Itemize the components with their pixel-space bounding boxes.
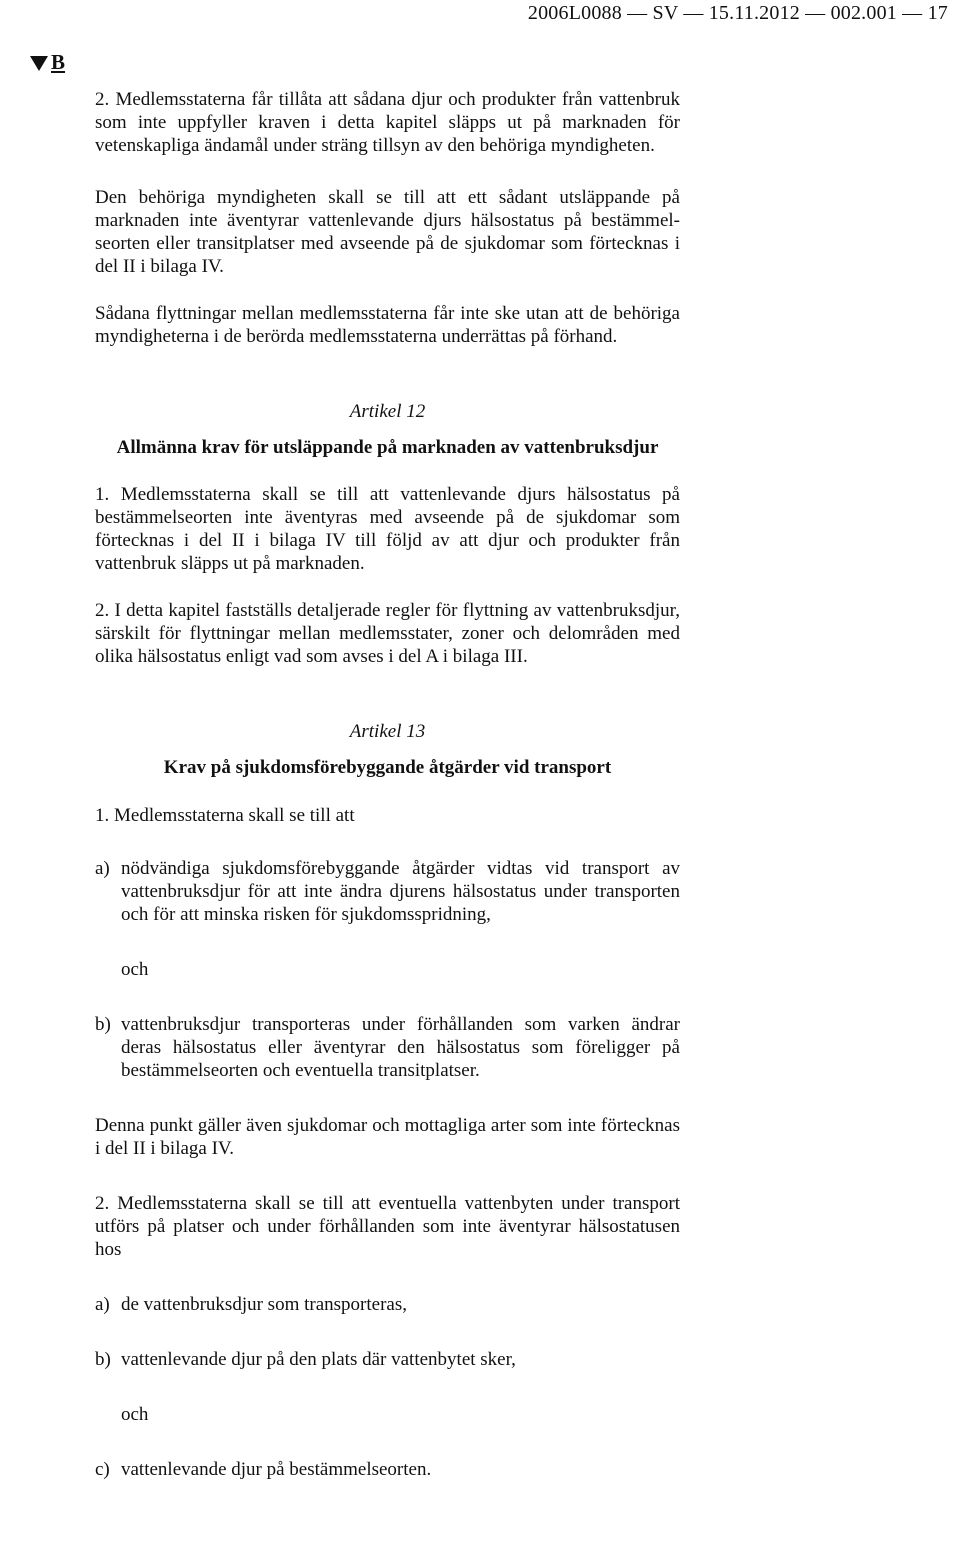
list-item-text: vattenlevande djur på bestämmelseorten. <box>121 1459 432 1480</box>
article-heading: Krav på sjukdomsförebyggande åtgärder vid transport <box>163 757 612 778</box>
list-item-label: a) <box>95 1294 110 1315</box>
triangle-down-icon <box>30 56 48 71</box>
paragraph: 2. I detta kapitel fastställs detaljerade regler för flyttning av vattenbruksdjur, särskilt för flyttningar mellan medlemsstater, zoner och delområden med olika hälsostatus enligt vad som avses i del A i bilaga III. <box>95 600 680 667</box>
document-body <box>95 88 680 1481</box>
conjunction: och <box>121 959 149 980</box>
list-item-text: de vattenbruksdjur som transporteras, <box>121 1294 407 1315</box>
list-item-label: a) <box>95 858 110 879</box>
list-item <box>95 1293 680 1316</box>
article-title: Artikel 13 <box>349 721 426 742</box>
list-item <box>95 1013 680 1082</box>
paragraph: 1. Medlemsstaterna skall se till att vattenlevande djurs hälsostatus på bestämmelseorten inte äventyras med avseende på de sjukdomar som förtecknas i del II i bilaga IV till följd av att djur och produkter från vattenbruk släpps ut på marknaden. <box>95 484 680 574</box>
list-item-text: vattenbruksdjur transporteras under förhållanden som varken ändrar deras hälsostatus eller äventyrar den hälsostatus som föreligger på bestämmelseorten och eventuella transitplatser. <box>121 1014 680 1081</box>
list-item-label: b) <box>95 1349 111 1370</box>
amendment-marker-letter: B <box>51 50 66 74</box>
paragraph: 1. Medlemsstaterna skall se till att <box>95 805 355 826</box>
list-item-label: b) <box>95 1014 111 1035</box>
list-item-text: nödvändiga sjukdomsförebyggande åtgärder vidtas vid transport av vattenbruksdjur för att inte ändra djurens hälsostatus under transporten och för att minska risken för sjukdomsspridning, <box>121 858 680 925</box>
list-item <box>95 857 680 926</box>
list-item-text: vattenlevande djur på den plats där vattenbytet sker, <box>121 1349 516 1370</box>
article-heading: Allmänna krav för utsläppande på marknaden av vattenbruksdjur <box>116 437 659 458</box>
amendment-marker <box>30 50 65 75</box>
paragraph: Denna punkt gäller även sjukdomar och mottagliga arter som inte förtecknas i del II i bilaga IV. <box>95 1115 680 1159</box>
list-item <box>95 1458 680 1481</box>
list-item-label: c) <box>95 1459 110 1480</box>
paragraph: Den behöriga myndigheten skall se till att ett sådant utsläppande på marknaden inte äventyrar vattenlevande djurs hälsostatus på bestämmelseorten eller transitplatser med avseende på de sjukdomar som förtecknas i del II i bilaga IV. <box>95 187 680 277</box>
paragraph: 2. Medlemsstaterna får tillåta att sådana djur och produkter från vattenbruk som inte uppfyller kraven i detta kapitel släpps ut på marknaden för vetenskapliga ändamål under sträng tillsyn av den behöriga myndigheten. <box>95 89 680 156</box>
conjunction: och <box>121 1404 149 1425</box>
article-title: Artikel 12 <box>349 401 426 422</box>
running-header: 2006L0088 — SV — 15.11.2012 — 002.001 — 17 <box>527 2 948 24</box>
paragraph: Sådana flyttningar mellan medlemsstaterna får inte ske utan att de behöriga myndigheterna i de berörda medlemsstaterna underrättas på förhand. <box>95 303 680 347</box>
paragraph: 2. Medlemsstaterna skall se till att eventuella vattenbyten under transport utförs på platser och under förhållanden som inte äventyrar hälsostatusen hos <box>95 1193 680 1260</box>
list-item <box>95 1348 680 1371</box>
